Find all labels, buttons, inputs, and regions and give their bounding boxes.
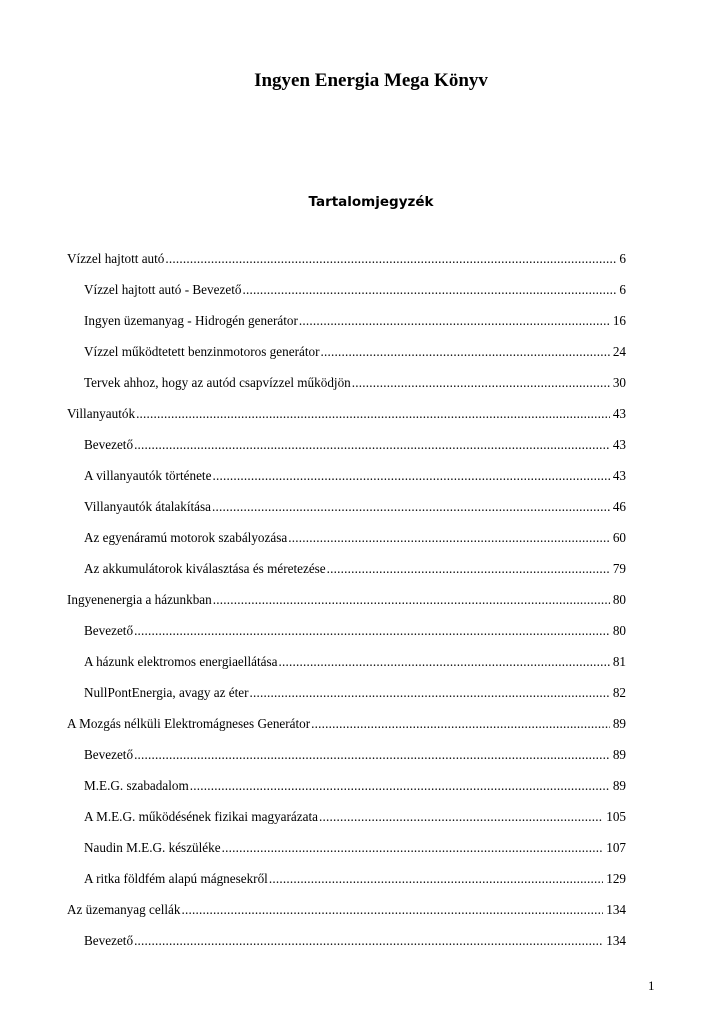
toc-entry[interactable] — [67, 677, 626, 708]
toc-dot-leader — [269, 863, 603, 894]
toc-entry-title: Ingyen üzemanyag - Hidrogén generátor — [84, 313, 298, 328]
toc-entry-title: Az üzemanyag cellák — [67, 902, 181, 917]
toc-entry-page: 60 — [612, 530, 626, 545]
toc-entry[interactable] — [67, 925, 626, 956]
toc-dot-leader — [311, 708, 610, 739]
toc-entry[interactable] — [67, 522, 626, 553]
toc-entry-page: 89 — [612, 747, 626, 762]
toc-entry-title: Bevezető — [84, 623, 134, 638]
toc-entry[interactable] — [67, 832, 626, 863]
toc-entry[interactable] — [67, 429, 626, 460]
toc-entry-title: Vízzel hajtott autó - Bevezető — [84, 282, 242, 297]
toc-entry[interactable] — [67, 708, 626, 739]
toc-dot-leader — [136, 398, 610, 429]
toc-entry-page: 24 — [612, 344, 626, 359]
toc-heading: Tartalomjegyzék — [308, 194, 434, 210]
table-of-contents — [67, 243, 626, 956]
toc-entry-title: A villanyautók története — [84, 468, 212, 483]
toc-dot-leader — [222, 832, 604, 863]
toc-entry[interactable] — [67, 336, 626, 367]
toc-entry-title: Bevezető — [84, 437, 134, 452]
toc-entry[interactable] — [67, 801, 626, 832]
toc-entry[interactable] — [67, 770, 626, 801]
toc-entry-page: 43 — [612, 437, 626, 452]
toc-entry-page: 43 — [612, 468, 626, 483]
toc-entry-title: Az akkumulátorok kiválasztása és méretezése — [84, 561, 326, 576]
toc-entry-page: 6 — [619, 282, 626, 297]
toc-entry-title: Villanyautók — [67, 406, 136, 421]
page-number: 1 — [648, 978, 655, 993]
toc-dot-leader — [134, 429, 610, 460]
toc-dot-leader — [212, 491, 610, 522]
toc-dot-leader — [299, 305, 610, 336]
toc-entry-title: Ingyenenergia a házunkban — [67, 592, 212, 607]
toc-entry[interactable] — [67, 646, 626, 677]
toc-entry-page: 105 — [606, 809, 626, 824]
toc-entry-title: A M.E.G. működésének fizikai magyarázata — [84, 809, 318, 824]
toc-entry-title: Villanyautók átalakítása — [84, 499, 212, 514]
toc-entry-page: 16 — [612, 313, 626, 328]
toc-entry[interactable] — [67, 863, 626, 894]
toc-dot-leader — [190, 770, 610, 801]
toc-entry-title: Az egyenáramú motorok szabályozása — [84, 530, 288, 545]
toc-dot-leader — [352, 367, 610, 398]
toc-entry-page: 30 — [612, 375, 626, 390]
toc-dot-leader — [165, 243, 616, 274]
toc-dot-leader — [278, 646, 609, 677]
toc-entry-page: 81 — [612, 654, 626, 669]
toc-entry-page: 80 — [612, 592, 626, 607]
toc-entry-title: Bevezető — [84, 933, 134, 948]
toc-entry-title: Tervek ahhoz, hogy az autód csapvízzel működjön — [84, 375, 351, 390]
toc-entry[interactable] — [67, 398, 626, 429]
toc-entry-title: Bevezető — [84, 747, 134, 762]
toc-dot-leader — [288, 522, 610, 553]
toc-dot-leader — [212, 460, 609, 491]
toc-dot-leader — [134, 615, 610, 646]
toc-entry[interactable] — [67, 274, 626, 305]
toc-entry-page: 79 — [612, 561, 626, 576]
toc-dot-leader — [327, 553, 610, 584]
toc-entry-page: 107 — [606, 840, 626, 855]
document-title: Ingyen Energia Mega Könyv — [254, 70, 488, 91]
toc-entry[interactable] — [67, 553, 626, 584]
toc-dot-leader — [182, 894, 604, 925]
toc-entry[interactable] — [67, 894, 626, 925]
toc-entry-page: 134 — [606, 902, 626, 917]
toc-entry-page: 89 — [612, 778, 626, 793]
toc-entry-title: A Mozgás nélküli Elektromágneses Generátor — [67, 716, 311, 731]
toc-entry[interactable] — [67, 305, 626, 336]
toc-entry-page: 89 — [612, 716, 626, 731]
toc-entry-title: A ritka földfém alapú mágnesekről — [84, 871, 268, 886]
toc-dot-leader — [213, 584, 610, 615]
toc-entry-page: 82 — [612, 685, 626, 700]
toc-entry-page: 129 — [606, 871, 626, 886]
toc-entry[interactable] — [67, 243, 626, 274]
toc-entry-title: Vízzel működtetett benzinmotoros generátor — [84, 344, 320, 359]
toc-entry-title: Naudin M.E.G. készüléke — [84, 840, 221, 855]
toc-entry-title: M.E.G. szabadalom — [84, 778, 189, 793]
toc-entry[interactable] — [67, 584, 626, 615]
toc-entry-page: 43 — [612, 406, 626, 421]
toc-entry[interactable] — [67, 491, 626, 522]
toc-entry-title: Vízzel hajtott autó — [67, 251, 165, 266]
toc-dot-leader — [134, 739, 610, 770]
toc-dot-leader — [242, 274, 616, 305]
toc-entry[interactable] — [67, 615, 626, 646]
toc-entry-title: A házunk elektromos energiaellátása — [84, 654, 278, 669]
toc-entry-page: 80 — [612, 623, 626, 638]
toc-entry[interactable] — [67, 367, 626, 398]
toc-entry[interactable] — [67, 739, 626, 770]
toc-entry-title: NullPontEnergia, avagy az éter — [84, 685, 249, 700]
toc-entry-page: 134 — [606, 933, 626, 948]
toc-dot-leader — [320, 336, 609, 367]
toc-dot-leader — [319, 801, 603, 832]
toc-entry-page: 6 — [619, 251, 626, 266]
toc-entry[interactable] — [67, 460, 626, 491]
toc-entry-page: 46 — [612, 499, 626, 514]
toc-dot-leader — [134, 925, 603, 956]
toc-dot-leader — [250, 677, 610, 708]
